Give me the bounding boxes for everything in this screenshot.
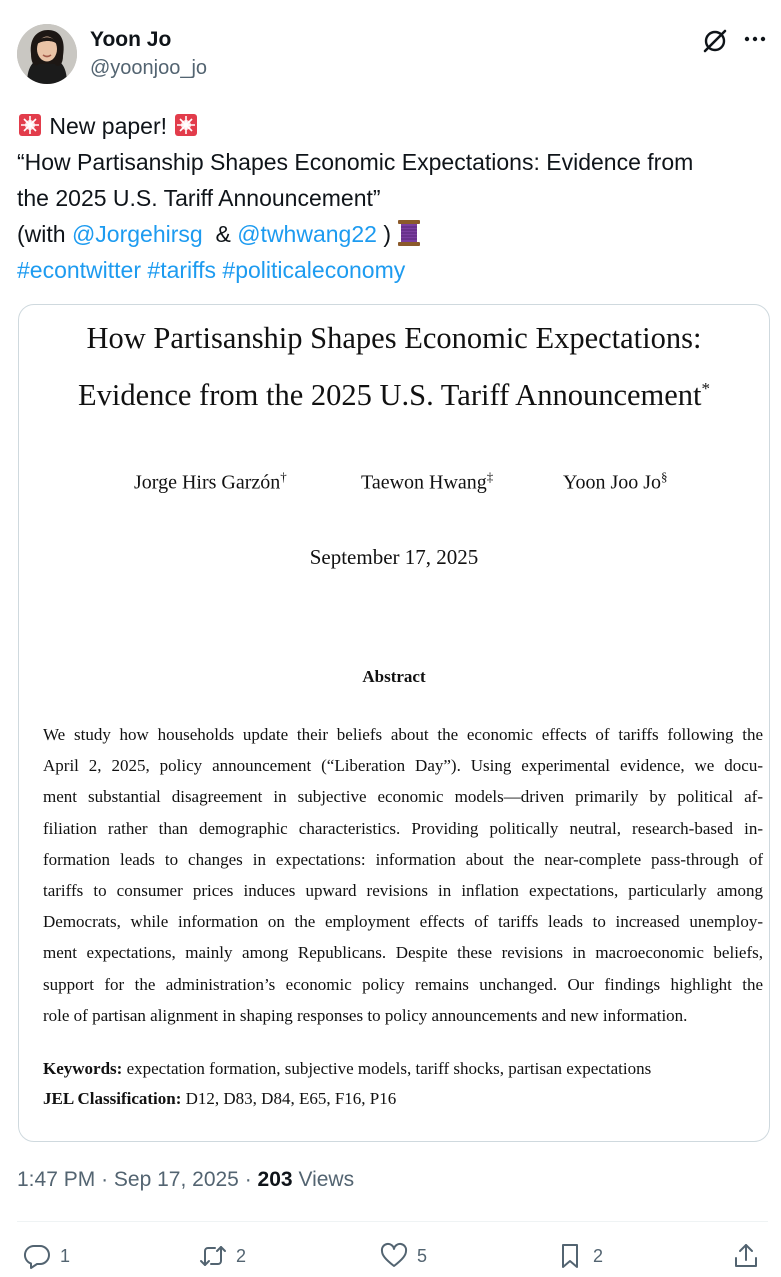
divider — [17, 1221, 768, 1222]
author-handle[interactable]: @yoonjoo_jo — [90, 57, 208, 79]
abstract-line: support for the administration’s economic policy remains unchanged. Our findings highlight the — [43, 974, 763, 994]
meta-separator: · — [101, 1168, 109, 1191]
keywords-value: expectation formation, subjective models, tariff shocks, partisan expectations — [126, 1059, 652, 1078]
mention-link[interactable]: @twhwang22 — [237, 221, 377, 247]
like-count: 5 — [417, 1245, 428, 1266]
tweet-text — [17, 108, 767, 288]
paper-author-mark: § — [661, 469, 668, 484]
abstract-line: filiation rather than demographic characteristics. Providing politically neutral, research-based in- — [43, 818, 763, 838]
keywords-row — [43, 1054, 651, 1084]
action-bar — [0, 1238, 781, 1274]
tweet-date[interactable]: Sep 17, 2025 — [113, 1168, 239, 1191]
share-icon — [731, 1241, 761, 1271]
hashtag-link[interactable]: #politicaleconomy — [222, 257, 406, 283]
jel-row — [43, 1084, 651, 1114]
author-name[interactable]: Yoon Jo — [90, 28, 172, 51]
paper-author-name: Yoon Joo Jo — [563, 471, 662, 494]
abstract-line: formation leads to changes in expectations: information about the near-complete pass-through of — [43, 849, 763, 869]
tweet-line-1 — [17, 108, 767, 144]
repost-button[interactable] — [198, 1238, 246, 1274]
bookmark-button[interactable] — [555, 1238, 603, 1274]
bookmark-count: 2 — [593, 1245, 604, 1266]
tweet-time[interactable]: 1:47 PM — [17, 1168, 96, 1191]
paper-author — [361, 469, 493, 495]
keywords-label: Keywords: — [43, 1059, 123, 1078]
abstract-line: role of partisan alignment in shaping responses to policy announcements and new information. — [43, 1005, 688, 1025]
tweet-line-3: the 2025 U.S. Tariff Announcement” — [17, 185, 381, 211]
abstract-line: tariffs to consumer prices induces upward revisions in inflation expectations, particularly among — [43, 881, 763, 901]
paper-keywords — [43, 1054, 651, 1114]
hashtag-link[interactable]: #tariffs — [147, 257, 217, 283]
tweet-header — [17, 24, 772, 84]
reply-count: 1 — [60, 1245, 71, 1266]
tweet-hashtags — [17, 252, 767, 288]
paper-title-line-2 — [19, 378, 769, 413]
reply-icon — [22, 1241, 52, 1271]
abstract-line: April 2, 2025, policy announcement (“Liberation Day”). Using experimental evidence, we docu- — [43, 756, 763, 776]
meta-separator: · — [244, 1168, 252, 1191]
rotating-light-emoji — [173, 112, 199, 138]
mention-link[interactable]: @Jorgehirsg — [71, 221, 203, 247]
paper-author — [134, 469, 287, 495]
avatar[interactable] — [17, 24, 77, 84]
abstract-line: ment substantial disagreement in subjective economic models—driven primarily by political af- — [43, 787, 763, 807]
tweet-with-text: (with — [17, 221, 66, 247]
paper-title-text: Evidence from the 2025 U.S. Tariff Announcement — [77, 378, 702, 412]
paper-author-mark: ‡ — [486, 469, 494, 484]
tweet-line-4 — [17, 216, 767, 252]
jel-label: JEL Classification: — [43, 1089, 182, 1108]
paper-date: September 17, 2025 — [309, 545, 479, 569]
views-label: Views — [298, 1168, 355, 1191]
jel-value: D12, D83, D84, E65, F16, P16 — [185, 1089, 397, 1108]
spool-of-thread-emoji — [397, 218, 421, 248]
bookmark-icon — [555, 1241, 585, 1271]
paper-image[interactable] — [18, 304, 770, 1142]
rotating-light-emoji — [17, 112, 43, 138]
paper-title-line-1: How Partisanship Shapes Economic Expectations: — [86, 321, 702, 355]
repost-icon — [198, 1241, 228, 1271]
hashtag-link[interactable]: #econtwitter — [17, 257, 142, 283]
more-icon[interactable] — [742, 26, 768, 52]
like-button[interactable] — [379, 1238, 427, 1274]
ampersand-text: & — [215, 221, 231, 247]
abstract-line: ment expectations, mainly among Republicans. Despite these revisions in macroeconomic beliefs, — [43, 943, 763, 963]
abstract-heading: Abstract — [362, 667, 426, 686]
paper-author-name: Jorge Hirs Garzón — [134, 471, 281, 494]
grok-icon[interactable] — [702, 28, 728, 54]
tweet-line-2: “How Partisanship Shapes Economic Expectations: Evidence from — [17, 149, 694, 175]
tweet-headline: New paper! — [49, 113, 168, 139]
abstract-line: Democrats, while information on the employment effects of tariffs leads to increased unemploy- — [43, 912, 763, 932]
repost-count: 2 — [236, 1245, 247, 1266]
abstract-body — [43, 719, 763, 1031]
tweet-meta — [17, 1168, 354, 1192]
views-count: 203 — [257, 1168, 293, 1191]
reply-button[interactable] — [22, 1238, 70, 1274]
paper-author-name: Taewon Hwang — [361, 471, 487, 494]
abstract-line: We study how households update their beliefs about the economic effects of tariffs following the — [43, 725, 763, 744]
heart-icon — [379, 1241, 409, 1271]
share-button[interactable] — [731, 1238, 761, 1274]
close-paren-text: ) — [383, 221, 391, 247]
paper-author-mark: † — [280, 469, 287, 484]
paper-title-mark: * — [701, 378, 711, 398]
paper-author — [563, 469, 668, 495]
